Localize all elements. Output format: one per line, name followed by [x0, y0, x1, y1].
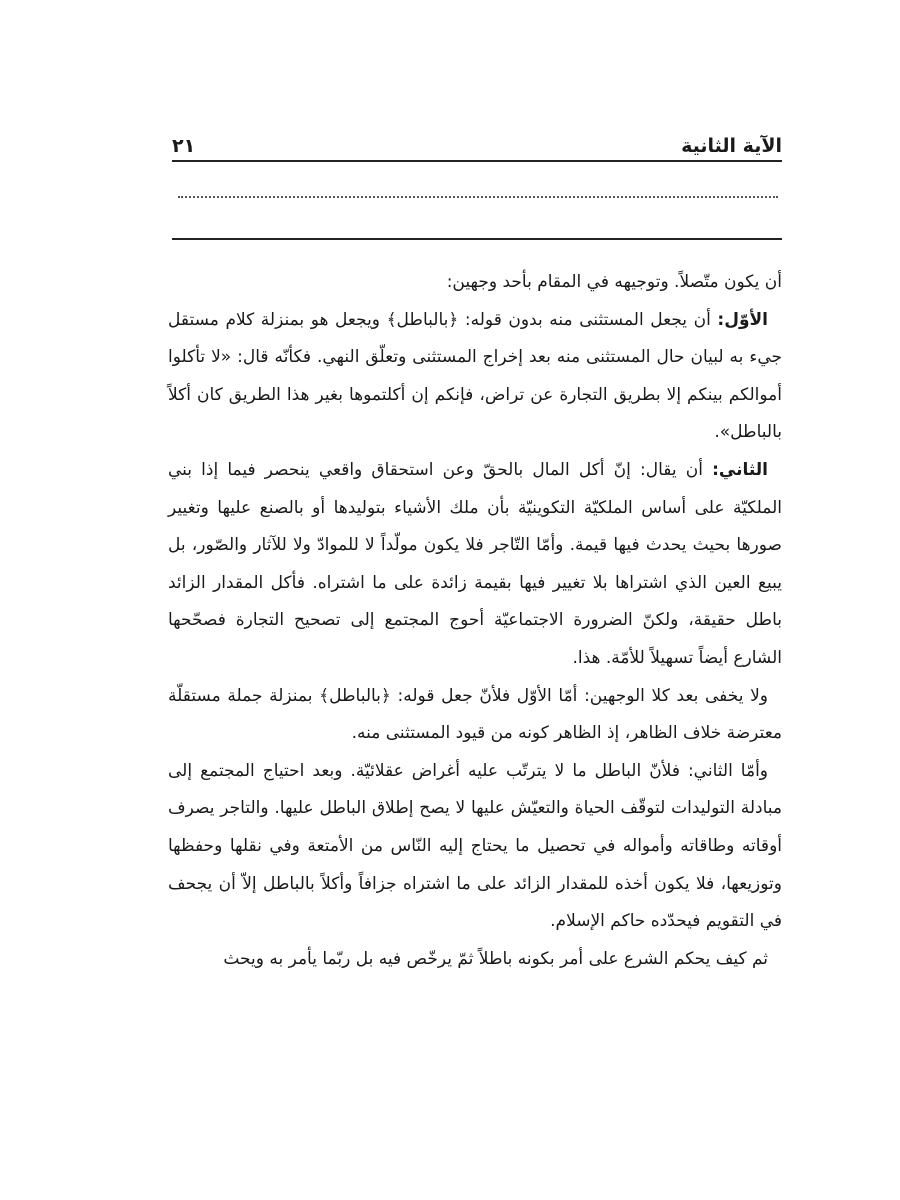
paragraph-6	[168, 941, 782, 979]
page-number: ٢١	[172, 135, 196, 157]
paragraph-text: أن يقال: إنّ أكل المال بالحقّ وعن استحقاق واقعي ينحصر فيما إذا بني الملكيّة على أساس الملكيّة التكوينيّة بأن ملك الأشياء بتوليدها أو بالصنع عليها وتغيير صورها بحيث يحدث فيها قيمة. وأمّا التّاجر فلا يكون مولّداً لا للموادّ ولا للآثار والصّور، بل يبيع العين الذي اشتراها بلا تغيير فيها بقيمة زائدة على ما اشتراه. فأكل المقدار الزائد باطل حقيقة، ولكنّ الضرورة الاجتماعيّة أحوج المجتمع إلى تصحيح التجارة فصحّحها الشارع أيضاً تسهيلاً للأمّة. هذا.	[168, 459, 782, 668]
paragraph-2	[168, 302, 782, 452]
paragraph-lead: الثاني:	[712, 459, 768, 480]
paragraph-3	[168, 452, 782, 678]
paragraph-lead: الأوّل:	[717, 309, 768, 330]
body-text	[168, 264, 782, 978]
paragraph-4	[168, 678, 782, 753]
paragraph-text: ولا يخفى بعد كلا الوجهين: أمّا الأوّل فلأنّ جعل قوله: ﴿بالباطل﴾ بمنزلة جملة مستقلّة معترضة خلاف الظاهر، إذ الظاهر كونه من قيود المستثنى منه.	[168, 685, 782, 744]
paragraph-text: وأمّا الثاني: فلأنّ الباطل ما لا يترتّب عليه أغراض عقلائيّة. وبعد احتياج المجتمع إلى مبادلة التوليدات لتوقّف الحياة والتعيّش عليها لا يصح إطلاق الباطل عليها. والتاجر يصرف أوقاته وطاقاته وأمواله في تحصيل ما يحتاج إليه النّاس من الأمتعة وفي نقلها وحفظها وتوزيعها، فلا يكون أخذه للمقدار الزائد على ما اشتراه جزافاً وأكلاً بالباطل إلاّ أن يجحف في التقويم فيحدّده حاكم الإسلام.	[168, 760, 782, 932]
paragraph-5	[168, 753, 782, 941]
header-rule	[172, 160, 782, 162]
chapter-title: الآية الثانية	[681, 135, 782, 157]
paragraph-text: ثم كيف يحكم الشرع على أمر بكونه باطلاً ثمّ يرخّص فيه بل ربّما يأمر به ويحث	[223, 948, 768, 969]
paragraph-1	[168, 264, 782, 302]
section-rule	[172, 238, 782, 240]
paragraph-text: أن يجعل المستثنى منه بدون قوله: ﴿بالباطل﴾ ويجعل هو بمنزلة كلام مستقل جيء به لبيان حال المستثنى منه بعد إخراج المستثنى وتعلّق النهي. فكأنّه قال: «لا تأكلوا أموالكم بينكم إلا بطريق التجارة عن تراض، فإنكم إن أكلتموها بغير هذا الطريق كان أكلاً بالباطل».	[168, 309, 782, 443]
paragraph-text: أن يكون متّصلاً. وتوجيهه في المقام بأحد وجهين:	[446, 272, 782, 292]
dotted-divider	[178, 196, 778, 208]
